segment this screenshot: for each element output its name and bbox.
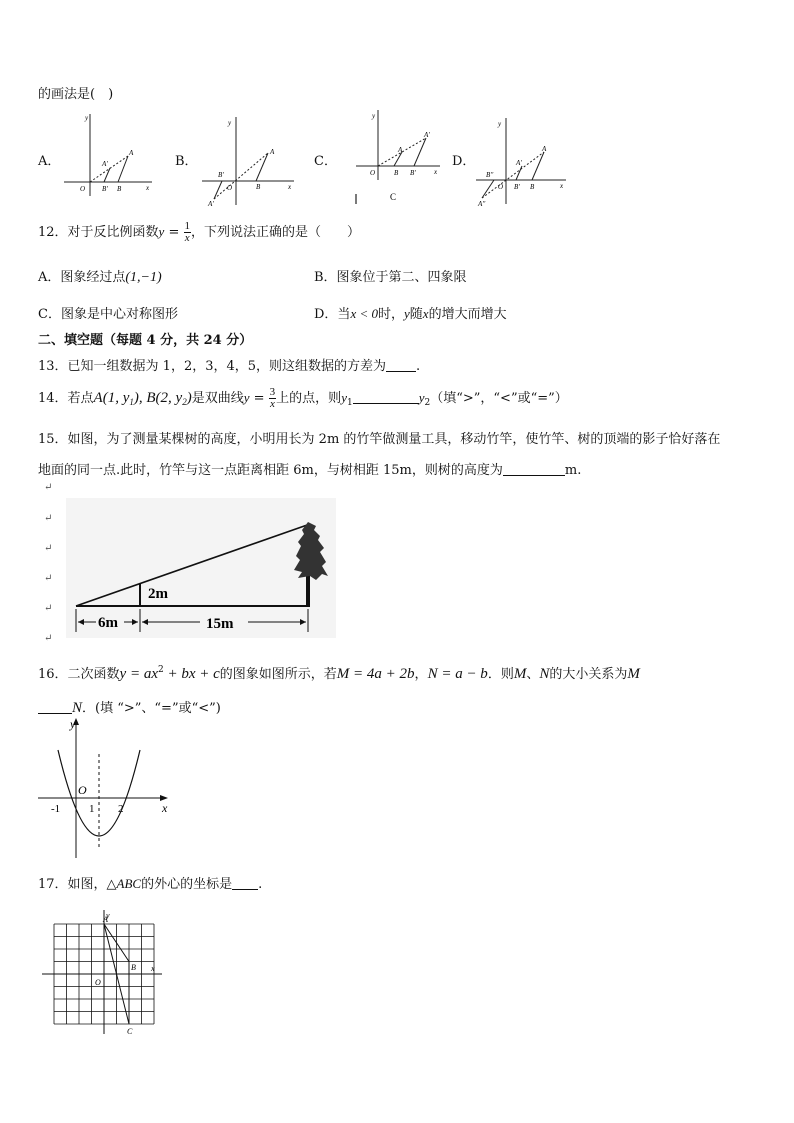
q15-line2-text: 地面的同一点.此时，竹竿与这一点距离相距 6m，与树相距 15m，则树的高度为	[38, 463, 503, 478]
q17-abc: ABC	[116, 876, 142, 891]
label-b: B	[117, 185, 122, 193]
q14-frac-den: x	[269, 398, 275, 410]
x-label: x	[146, 184, 150, 192]
q12-option-a	[38, 266, 162, 286]
q12-d-pre: D．当	[314, 307, 351, 322]
q14-sub1: 1	[129, 397, 134, 407]
q16-n-def: N = a − b	[427, 666, 488, 682]
q16-func2: + bx + c	[163, 666, 220, 682]
q12-fraction	[184, 221, 192, 244]
origin-label: O	[78, 783, 87, 797]
label-a: A	[542, 145, 547, 153]
caption-c: C	[390, 192, 397, 202]
segment-ab	[256, 153, 268, 181]
origin-label: O	[95, 978, 101, 987]
q14-mid2: 上的点，则	[276, 391, 342, 406]
q14-sub2: 2	[182, 397, 187, 407]
q15-figure	[66, 498, 336, 638]
q12-eq: =	[164, 225, 184, 240]
q13-answer-blank[interactable]	[386, 359, 416, 372]
q14-y2: y	[418, 390, 425, 405]
label-a-prime: A'	[424, 131, 430, 139]
q14-close2: )	[186, 390, 192, 406]
q14-question	[38, 385, 568, 416]
q15-unit: m.	[564, 463, 582, 478]
q16-m2: M	[627, 666, 640, 682]
y-label: y	[372, 112, 376, 120]
q17-grid-figure	[38, 908, 168, 1038]
section-heading: 二、填空题（每题 4 分，共 24 分）	[38, 333, 253, 348]
dashed-oa	[90, 156, 128, 182]
tick-1-label: 1	[89, 803, 95, 815]
q15-line1: 15．如图，为了测量某棵树的高度，小明用长为 2m 的竹竿做测量工具，移动竹竿，使竹竿、树的顶端的影子恰好落在	[38, 432, 721, 447]
q16-line2-n: N	[72, 700, 83, 716]
q13-end: .	[416, 359, 421, 374]
label-a: A	[129, 149, 134, 157]
q17-question	[38, 873, 262, 892]
q16-tail: 的大小关系为	[549, 667, 628, 682]
y-label: y	[85, 114, 89, 122]
vertex-b-label: B	[131, 963, 136, 972]
q17-pre: 17．如图，△	[38, 877, 117, 892]
segment-a2b2	[482, 180, 494, 198]
q12-prefix: 12．对于反比例函数	[38, 225, 159, 240]
q13-text: 13．已知一组数据为 1，2，3，4，5，则这组数据的方差为	[38, 359, 387, 374]
segment-a1b1	[414, 138, 426, 166]
label-a-prime: A'	[102, 160, 108, 168]
label-b-prime: B'	[218, 171, 224, 179]
x-label: x	[434, 168, 438, 176]
label-b-prime: B'	[102, 185, 108, 193]
q11-option-d-label: D．	[452, 154, 476, 169]
x-label: x	[288, 183, 292, 191]
o-label: O	[370, 169, 376, 177]
pole-length-label: 2m	[148, 586, 168, 602]
q14-y1-sub: 1	[346, 398, 353, 408]
q12-frac-den: x	[184, 232, 190, 244]
q16-n: N	[539, 666, 550, 682]
q12-d-mid: 时，	[377, 307, 404, 322]
x-label: x	[162, 801, 168, 815]
q12-d-y: y	[404, 306, 410, 321]
y-label: y	[498, 120, 502, 128]
label-b: B	[530, 183, 535, 191]
y-label: y	[70, 717, 76, 731]
segment-ab	[118, 156, 128, 182]
return-mark: ↵	[44, 573, 53, 584]
q14-point-a: A(1, y	[93, 390, 130, 406]
q12-option-b: B．图象位于第二、四象限	[314, 270, 467, 285]
q12-question	[38, 220, 360, 245]
q16-m: M	[513, 666, 527, 682]
q11-option-c-label: C．	[314, 154, 337, 169]
q16-func: y = ax	[119, 666, 158, 682]
return-mark: ↵	[44, 543, 53, 554]
o-label: O	[227, 184, 233, 192]
segment-a1b1	[516, 166, 522, 180]
vertex-a-label: A	[103, 915, 108, 924]
q11-option-a-label: A．	[38, 154, 61, 169]
x-label: x	[560, 182, 564, 190]
vertex-c-label: C	[127, 1027, 133, 1036]
q11-graph-c	[350, 108, 450, 208]
q16-sq: 2	[157, 665, 164, 675]
q12-option-c: C．图象是中心对称图形	[38, 307, 178, 322]
q16-m-def: M = 4a + 2b	[336, 666, 415, 682]
o-label: O	[80, 185, 86, 193]
q12-option-a-label: A．图象经过点	[38, 270, 126, 285]
label-b-prime: B'	[514, 183, 520, 191]
tick-neg1-label: -1	[51, 803, 61, 815]
q14-eq: =	[249, 391, 269, 406]
q14-y1: y	[341, 390, 347, 405]
q12-option-d	[314, 303, 507, 322]
q12-d-x: x	[422, 306, 429, 321]
q16-line2	[38, 697, 221, 717]
dist-6m-label: 6m	[98, 615, 118, 631]
q13-question	[38, 355, 420, 374]
y-label: y	[228, 119, 232, 127]
q14-tail: （填“>”，“<”或“=”）	[430, 391, 568, 406]
q12-option-a-point: (1,−1)	[125, 270, 162, 285]
intro-line: 的画法是( )	[38, 87, 114, 102]
return-mark: ↵	[44, 482, 53, 493]
q12-frac-num: 1	[184, 220, 190, 232]
segment-a1b1	[214, 181, 222, 199]
q16-mid: 的图象如图所示，若	[219, 667, 337, 682]
q17-answer-blank[interactable]	[232, 877, 258, 890]
q12-y: y	[158, 224, 165, 239]
q14-mid: 是双曲线	[191, 391, 244, 406]
q16-line1	[38, 659, 640, 686]
segment-ab	[394, 152, 402, 166]
q16-parabola-graph	[36, 716, 176, 861]
dist-15m-label: 15m	[206, 616, 234, 632]
q12-d-tail: 的增大而增大	[428, 307, 507, 322]
label-a-dprime: A''	[478, 200, 486, 208]
label-b-prime: B'	[410, 169, 416, 177]
o-label: O	[498, 183, 504, 191]
return-mark: ↵	[44, 633, 53, 644]
q14-y: y	[243, 390, 250, 405]
return-mark: ↵	[44, 603, 53, 614]
return-mark: ↵	[44, 513, 53, 524]
tick-2-label: 2	[118, 803, 124, 815]
q16-line2-tail: ．(填 “>”、“=”或“<”)	[82, 701, 221, 716]
label-b: B	[394, 169, 399, 177]
q16-mid2: ．则	[487, 667, 514, 682]
x-label: x	[151, 964, 155, 973]
q16-pre: 16．二次函数	[38, 667, 120, 682]
label-a-prime: A'	[516, 159, 522, 167]
label-a: A	[270, 148, 275, 156]
label-b-dprime: B''	[486, 171, 494, 179]
q12-tail: ，下列说法正确的是（ ）	[191, 225, 361, 240]
q16-answer-blank[interactable]	[38, 701, 72, 714]
q14-pre: 14．若点	[38, 391, 94, 406]
y-label: y	[106, 911, 110, 920]
q14-answer-blank[interactable]	[353, 391, 419, 404]
q11-graph-a	[62, 112, 162, 197]
q17-end: .	[258, 877, 263, 892]
q12-d-cond: x < 0	[350, 306, 378, 321]
label-a: A	[398, 146, 403, 154]
q11-graph-b	[200, 115, 300, 207]
q11-graph-d	[474, 116, 574, 208]
q15-answer-blank[interactable]	[503, 463, 565, 476]
q15-line2	[38, 459, 581, 478]
q14-y2-sub: 2	[424, 398, 431, 408]
q14-close1: )	[133, 390, 139, 406]
q11-option-b-label: B．	[175, 154, 198, 169]
label-a-prime: A'	[208, 200, 214, 207]
q17-tail: 的外心的坐标是	[141, 877, 233, 892]
q14-frac-num: 3	[269, 386, 276, 398]
q12-d-mid2: 随	[409, 307, 423, 322]
q16-sep: 、	[526, 667, 540, 682]
q14-point-b: , B(2, y	[138, 390, 183, 406]
q16-comma: ，	[414, 667, 428, 682]
label-b: B	[256, 183, 261, 191]
